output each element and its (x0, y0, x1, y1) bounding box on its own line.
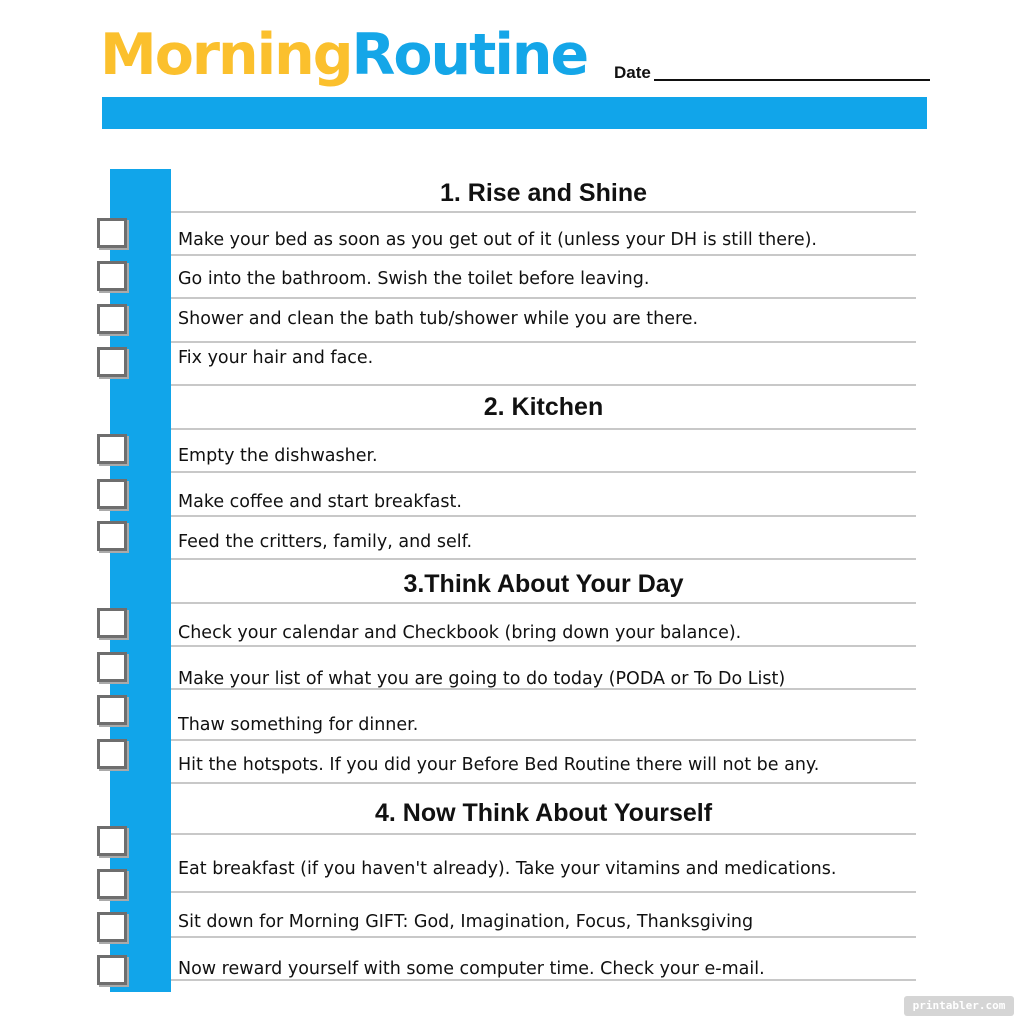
checkbox-hair-face[interactable] (97, 347, 127, 377)
section-title-kitchen: 2. Kitchen (483, 393, 604, 421)
divider (171, 891, 916, 893)
divider (171, 936, 916, 938)
title-word-morning: Morning (100, 22, 352, 88)
task-bathroom: Go into the bathroom. Swish the toilet before leaving. (178, 269, 650, 289)
divider (171, 602, 916, 604)
checkbox-shower[interactable] (97, 304, 127, 334)
checkbox-dishwasher[interactable] (97, 434, 127, 464)
divider (171, 254, 916, 256)
divider (171, 515, 916, 517)
task-hair-face: Fix your hair and face. (178, 348, 374, 368)
divider (171, 471, 916, 473)
task-make-bed: Make your bed as soon as you get out of it (unless your DH is still there). (178, 230, 817, 250)
divider (171, 428, 916, 430)
divider (171, 833, 916, 835)
checkbox-gift[interactable] (97, 912, 127, 942)
page-title (100, 20, 587, 90)
checkbox-computer-time[interactable] (97, 955, 127, 985)
date-field[interactable] (614, 62, 930, 84)
checkbox-coffee[interactable] (97, 479, 127, 509)
divider (171, 688, 916, 690)
task-calendar: Check your calendar and Checkbook (bring down your balance). (178, 623, 742, 643)
task-hotspots: Hit the hotspots. If you did your Before Bed Routine there will not be any. (178, 755, 820, 775)
task-computer-time: Now reward yourself with some computer time. Check your e-mail. (178, 959, 765, 979)
divider (171, 739, 916, 741)
task-thaw: Thaw something for dinner. (178, 715, 419, 735)
checkbox-breakfast[interactable] (97, 869, 127, 899)
checkbox-extra[interactable] (97, 826, 127, 856)
divider (171, 782, 916, 784)
task-gift: Sit down for Morning GIFT: God, Imagination, Focus, Thanksgiving (178, 912, 754, 932)
task-shower: Shower and clean the bath tub/shower while you are there. (178, 309, 699, 329)
watermark: printabler.com (904, 996, 1014, 1016)
checkbox-feed[interactable] (97, 521, 127, 551)
task-breakfast: Eat breakfast (if you haven't already). Take your vitamins and medications. (178, 859, 837, 879)
date-label: Date (614, 63, 651, 82)
divider (171, 384, 916, 386)
task-coffee: Make coffee and start breakfast. (178, 492, 462, 512)
title-word-routine: Routine (351, 22, 588, 88)
divider (171, 979, 916, 981)
task-todo-list: Make your list of what you are going to do today (PODA or To Do List) (178, 669, 786, 689)
checkbox-bathroom[interactable] (97, 261, 127, 291)
section-title-now-think-about-yourself: 4. Now Think About Yourself (374, 799, 713, 827)
date-underline[interactable] (654, 79, 930, 81)
header-bar (102, 97, 927, 129)
checkbox-make-bed[interactable] (97, 218, 127, 248)
checkbox-calendar[interactable] (97, 608, 127, 638)
divider (171, 211, 916, 213)
divider (171, 341, 916, 343)
divider (171, 297, 916, 299)
section-title-think-about-your-day: 3.Think About Your Day (403, 570, 684, 598)
section-title-rise-and-shine: 1. Rise and Shine (439, 179, 647, 207)
checkbox-hotspots[interactable] (97, 739, 127, 769)
divider (171, 645, 916, 647)
checkbox-thaw[interactable] (97, 695, 127, 725)
checkbox-todo-list[interactable] (97, 652, 127, 682)
divider (171, 558, 916, 560)
task-feed: Feed the critters, family, and self. (178, 532, 473, 552)
task-dishwasher: Empty the dishwasher. (178, 446, 378, 466)
